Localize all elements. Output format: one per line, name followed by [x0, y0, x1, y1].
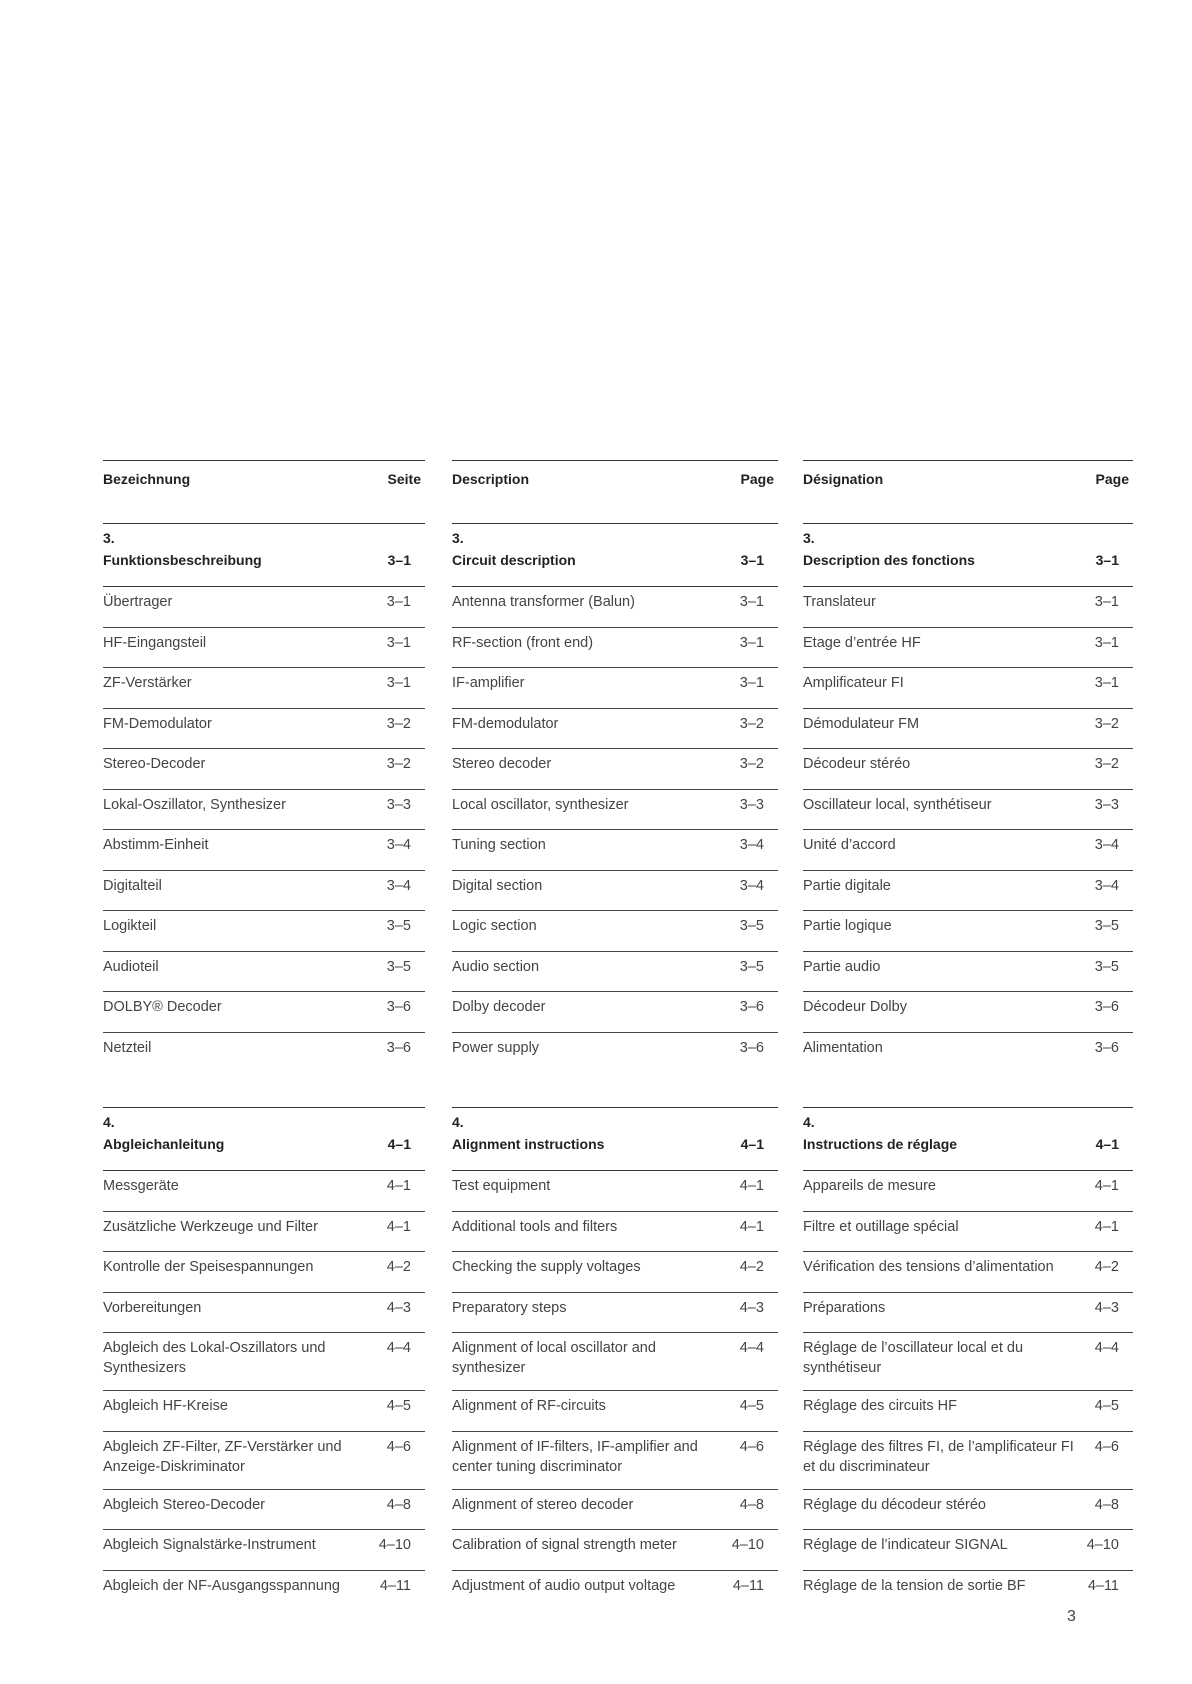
- section-number: 4.: [103, 1114, 115, 1130]
- section-number: 4.: [452, 1114, 464, 1130]
- toc-entry-page: 4–5: [386, 1398, 411, 1414]
- toc-entry-label: Abgleich Signalstärke-Instrument: [103, 1537, 316, 1553]
- toc-row: [803, 871, 1133, 912]
- toc-entry-page: 3–2: [1094, 715, 1119, 732]
- toc-row: [803, 1333, 1133, 1391]
- toc-entry-page: 3–2: [1094, 756, 1119, 772]
- toc-entry-page: 3–6: [386, 1039, 411, 1056]
- column-header: [803, 460, 1133, 523]
- toc-entry-label: Logikteil: [103, 918, 157, 934]
- toc-entry-label: Démodulateur FM: [803, 715, 920, 732]
- toc-entry-label: Preparatory steps: [452, 1299, 567, 1316]
- toc-entry-page: 3–5: [739, 958, 764, 975]
- column-french-section-4: [803, 1107, 1133, 1611]
- section-title: Circuit description: [452, 552, 576, 568]
- section-page: 3–1: [387, 552, 411, 568]
- section-4-list: [803, 1171, 1133, 1611]
- toc-entry-page: 3–1: [1094, 634, 1119, 651]
- toc-entry-label: Réglage du décodeur stéréo: [803, 1496, 986, 1513]
- toc-row: [452, 992, 778, 1033]
- toc-entry-label: IF-amplifier: [452, 675, 525, 691]
- toc-entry-label: Additional tools and filters: [452, 1218, 618, 1235]
- toc-row: [803, 1212, 1133, 1253]
- toc-entry-page: 4–4: [386, 1340, 411, 1356]
- toc-entry-page: 3–4: [386, 877, 411, 894]
- toc-entry-label: Abgleich ZF-Filter, ZF-Verstärker und Anzeige-Diskriminator: [103, 1438, 342, 1475]
- toc-row: [103, 668, 425, 709]
- toc-entry-page: 4–1: [739, 1218, 764, 1235]
- toc-row: [103, 1333, 425, 1391]
- toc-entry-label: Checking the supply voltages: [452, 1259, 641, 1275]
- column-header-page: Page: [740, 471, 774, 487]
- column-header-title: Bezeichnung: [103, 471, 191, 487]
- toc-entry-label: Lokal-Oszillator, Synthesizer: [103, 796, 286, 813]
- toc-row: [103, 952, 425, 993]
- toc-entry-page: 3–6: [1094, 1039, 1119, 1056]
- toc-entry-page: 4–4: [739, 1340, 764, 1356]
- toc-entry-label: HF-Eingangsteil: [103, 634, 207, 651]
- section-page: 3–1: [1095, 552, 1119, 568]
- toc-entry-label: Abgleich HF-Kreise: [103, 1398, 228, 1414]
- toc-entry-page: 4–6: [1094, 1438, 1119, 1455]
- toc-row: [803, 1293, 1133, 1334]
- toc-row: [452, 1212, 778, 1253]
- toc-row: [103, 628, 425, 669]
- toc-entry-label: Etage d’entrée HF: [803, 634, 921, 651]
- toc-row: [452, 1490, 778, 1531]
- toc-row: [452, 1571, 778, 1612]
- toc-entry-page: 3–6: [1094, 999, 1119, 1015]
- toc-entry-label: DOLBY® Decoder: [103, 999, 222, 1015]
- toc-entry-label: Alignment of stereo decoder: [452, 1496, 634, 1513]
- section-4-heading: [103, 1107, 425, 1171]
- toc-entry-label: Vorbereitungen: [103, 1299, 202, 1316]
- toc-entry-page: 3–5: [386, 918, 411, 934]
- section-4-heading: [452, 1107, 778, 1171]
- column-german-section-4: [103, 1107, 425, 1611]
- section-page: 3–1: [740, 552, 764, 568]
- toc-entry-page: 4–11: [1087, 1577, 1119, 1594]
- toc-entry-label: Dolby decoder: [452, 999, 546, 1015]
- toc-entry-label: Zusätzliche Werkzeuge und Filter: [103, 1218, 318, 1235]
- toc-entry-label: Abgleich Stereo-Decoder: [103, 1496, 266, 1513]
- toc-entry-page: 4–1: [1094, 1218, 1119, 1235]
- toc-entry-label: Alimentation: [803, 1039, 883, 1056]
- column-header-page: Page: [1095, 471, 1129, 487]
- section-title: Instructions de réglage: [803, 1136, 958, 1152]
- toc-entry-page: 3–1: [386, 594, 411, 610]
- toc-row: [452, 668, 778, 709]
- toc-entry-label: ZF-Verstärker: [103, 675, 192, 691]
- toc-row: [103, 830, 425, 871]
- toc-row: [803, 1252, 1133, 1293]
- toc-entry-label: Préparations: [803, 1299, 886, 1316]
- toc-entry-page: 4–11: [732, 1577, 764, 1594]
- toc-row: [452, 911, 778, 952]
- toc-entry-page: 3–5: [386, 958, 411, 975]
- toc-entry-label: Partie audio: [803, 958, 881, 975]
- toc-row: [103, 1033, 425, 1074]
- toc-entry-label: Alignment of local oscillator and synthesizer: [452, 1340, 656, 1376]
- toc-entry-page: 4–8: [1094, 1496, 1119, 1513]
- toc-entry-page: 4–10: [1086, 1537, 1119, 1553]
- toc-row: [103, 1171, 425, 1212]
- toc-row: [803, 668, 1133, 709]
- toc-entry-label: Amplificateur FI: [803, 675, 904, 691]
- toc-entry-label: FM-Demodulator: [103, 715, 212, 732]
- toc-row: [803, 952, 1133, 993]
- toc-row: [452, 1293, 778, 1334]
- toc-entry-page: 4–5: [739, 1398, 764, 1414]
- toc-entry-label: Abgleich der NF-Ausgangsspannung: [103, 1577, 340, 1594]
- section-title: Abgleichanleitung: [103, 1136, 225, 1152]
- toc-entry-page: 4–6: [739, 1438, 764, 1455]
- toc-entry-page: 4–8: [386, 1496, 411, 1513]
- column-german: [103, 460, 425, 1073]
- column-english: [452, 460, 778, 1073]
- toc-row: [103, 1571, 425, 1612]
- toc-entry-label: FM-demodulator: [452, 715, 559, 732]
- toc-entry-label: Abgleich des Lokal-Oszillators und Synthesizers: [103, 1340, 326, 1376]
- toc-entry-label: Local oscillator, synthesizer: [452, 796, 629, 813]
- toc-entry-label: Übertrager: [103, 594, 173, 610]
- section-page: 4–1: [387, 1136, 411, 1152]
- toc-entry-label: Unité d’accord: [803, 837, 896, 853]
- toc-row: [452, 587, 778, 628]
- toc-row: [452, 1333, 778, 1391]
- toc-entry-label: Stereo decoder: [452, 756, 552, 772]
- section-title: Funktionsbeschreibung: [103, 552, 262, 568]
- column-header-title: Description: [452, 471, 530, 487]
- toc-row: [803, 1530, 1133, 1571]
- toc-row: [803, 587, 1133, 628]
- toc-entry-page: 4–8: [739, 1496, 764, 1513]
- toc-row: [103, 1490, 425, 1531]
- toc-entry-page: 3–1: [386, 675, 411, 691]
- section-3-list: [803, 587, 1133, 1073]
- toc-row: [452, 1432, 778, 1490]
- toc-entry-page: 3–4: [386, 837, 411, 853]
- toc-entry-page: 3–6: [739, 1039, 764, 1056]
- section-4-heading: [803, 1107, 1133, 1171]
- toc-entry-page: 3–5: [1094, 918, 1119, 934]
- column-french: [803, 460, 1133, 1073]
- toc-entry-page: 3–1: [739, 594, 764, 610]
- column-header: [103, 460, 425, 523]
- toc-row: [803, 1490, 1133, 1531]
- toc-row: [803, 790, 1133, 831]
- toc-entry-page: 3–2: [386, 715, 411, 732]
- toc-entry-page: 4–5: [1094, 1398, 1119, 1414]
- toc-entry-label: Translateur: [803, 594, 876, 610]
- toc-entry-label: Décodeur Dolby: [803, 999, 907, 1015]
- column-english-section-4: [452, 1107, 778, 1611]
- toc-entry-page: 4–11: [379, 1577, 411, 1594]
- toc-entry-page: 3–1: [1094, 675, 1119, 691]
- toc-entry-page: 3–1: [739, 675, 764, 691]
- toc-row: [452, 830, 778, 871]
- toc-row: [803, 1432, 1133, 1490]
- column-header-page: Seite: [387, 471, 421, 487]
- toc-entry-page: 4–2: [739, 1259, 764, 1275]
- column-header-title: Désignation: [803, 471, 884, 487]
- section-number: 4.: [803, 1114, 815, 1130]
- toc-row: [103, 790, 425, 831]
- section-title: Alignment instructions: [452, 1136, 605, 1152]
- toc-row: [803, 830, 1133, 871]
- toc-entry-label: Alignment of RF-circuits: [452, 1398, 606, 1414]
- section-3-list: [452, 587, 778, 1073]
- toc-entry-label: Netzteil: [103, 1039, 152, 1056]
- toc-row: [803, 1171, 1133, 1212]
- toc-row: [803, 1571, 1133, 1612]
- toc-entry-label: Abstimm-Einheit: [103, 837, 209, 853]
- toc-entry-page: 4–1: [739, 1178, 764, 1194]
- toc-row: [103, 749, 425, 790]
- toc-entry-label: Partie digitale: [803, 877, 891, 894]
- section-page: 4–1: [740, 1136, 764, 1152]
- toc-entry-label: Audioteil: [103, 958, 159, 975]
- toc-entry-label: Digital section: [452, 877, 543, 894]
- toc-row: [452, 790, 778, 831]
- toc-entry-label: Réglage de l’oscillateur local et du synthétiseur: [803, 1340, 1024, 1376]
- toc-entry-label: Alignment of IF-filters, IF-amplifier and center tuning discriminator: [452, 1438, 698, 1475]
- toc-entry-page: 3–5: [739, 918, 764, 934]
- toc-entry-page: 3–4: [1094, 877, 1119, 894]
- toc-row: [803, 1033, 1133, 1074]
- toc-entry-label: RF-section (front end): [452, 634, 594, 651]
- toc-entry-label: Antenna transformer (Balun): [452, 594, 635, 610]
- toc-row: [103, 871, 425, 912]
- section-4-list: [103, 1171, 425, 1611]
- toc-row: [103, 1530, 425, 1571]
- toc-row: [103, 1212, 425, 1253]
- toc-entry-label: Réglage de la tension de sortie BF: [803, 1577, 1026, 1594]
- page-number: 3: [1067, 1608, 1076, 1625]
- toc-row: [452, 871, 778, 912]
- toc-entry-label: Décodeur stéréo: [803, 756, 911, 772]
- toc-entry-label: Oscillateur local, synthétiseur: [803, 796, 992, 813]
- toc-row: [452, 1391, 778, 1432]
- toc-entry-page: 4–1: [1094, 1178, 1119, 1194]
- toc-entry-label: Stereo-Decoder: [103, 756, 206, 772]
- toc-entry-label: Kontrolle der Speisespannungen: [103, 1259, 314, 1275]
- toc-entry-label: Vérification des tensions d’alimentation: [803, 1259, 1054, 1275]
- toc-entry-page: 3–3: [386, 796, 411, 813]
- toc-entry-label: Messgeräte: [103, 1178, 179, 1194]
- section-3-heading: [803, 523, 1133, 587]
- toc-row: [103, 1293, 425, 1334]
- toc-entry-label: Réglage des circuits HF: [803, 1398, 957, 1414]
- toc-entry-label: Tuning section: [452, 837, 546, 853]
- toc-entry-label: Réglage de l’indicateur SIGNAL: [803, 1537, 1008, 1553]
- toc-entry-page: 4–2: [1094, 1259, 1119, 1275]
- toc-row: [452, 1033, 778, 1074]
- toc-row: [452, 628, 778, 669]
- toc-entry-page: 3–3: [739, 796, 764, 813]
- toc-row: [103, 911, 425, 952]
- toc-row: [452, 952, 778, 993]
- toc-entry-page: 3–3: [1094, 796, 1119, 813]
- toc-row: [803, 628, 1133, 669]
- section-number: 3.: [803, 530, 815, 546]
- toc-entry-page: 4–3: [386, 1299, 411, 1316]
- toc-row: [103, 709, 425, 750]
- toc-entry-label: Logic section: [452, 918, 537, 934]
- section-page: 4–1: [1095, 1136, 1119, 1152]
- toc-entry-page: 3–1: [386, 634, 411, 651]
- toc-entry-page: 3–2: [739, 715, 764, 732]
- toc-entry-page: 4–3: [739, 1299, 764, 1316]
- toc-row: [452, 709, 778, 750]
- toc-row: [103, 992, 425, 1033]
- toc-entry-label: Test equipment: [452, 1178, 551, 1194]
- toc-row: [803, 911, 1133, 952]
- toc-entry-page: 3–1: [1094, 594, 1119, 610]
- toc-row: [803, 1391, 1133, 1432]
- toc-entry-label: Calibration of signal strength meter: [452, 1537, 677, 1553]
- section-3-list: [103, 587, 425, 1073]
- toc-entry-label: Digitalteil: [103, 877, 162, 894]
- toc-entry-page: 4–6: [386, 1438, 411, 1455]
- toc-row: [803, 749, 1133, 790]
- toc-entry-page: 3–6: [386, 999, 411, 1015]
- toc-entry-label: Appareils de mesure: [803, 1178, 936, 1194]
- toc-row: [103, 1252, 425, 1293]
- toc-entry-page: 3–4: [1094, 837, 1119, 853]
- section-number: 3.: [103, 530, 115, 546]
- section-title: Description des fonctions: [803, 552, 975, 568]
- toc-entry-page: 4–10: [731, 1537, 764, 1553]
- toc-entry-page: 3–2: [739, 756, 764, 772]
- column-header: [452, 460, 778, 523]
- toc-entry-page: 3–2: [386, 756, 411, 772]
- section-number: 3.: [452, 530, 464, 546]
- toc-entry-label: Réglage des filtres FI, de l’amplificateur FI et du discriminateur: [803, 1438, 1074, 1475]
- section-3-heading: [103, 523, 425, 587]
- toc-row: [103, 587, 425, 628]
- toc-row: [452, 1252, 778, 1293]
- toc-entry-page: 4–3: [1094, 1299, 1119, 1316]
- toc-entry-label: Partie logique: [803, 918, 892, 934]
- toc-row: [803, 992, 1133, 1033]
- toc-entry-label: Power supply: [452, 1039, 540, 1056]
- toc-row: [103, 1432, 425, 1490]
- section-4-list: [452, 1171, 778, 1611]
- toc-row: [103, 1391, 425, 1432]
- toc-row: [803, 709, 1133, 750]
- toc-entry-page: 4–1: [386, 1178, 411, 1194]
- toc-entry-page: 4–10: [378, 1537, 411, 1553]
- toc-row: [452, 1171, 778, 1212]
- toc-entry-page: 3–5: [1094, 958, 1119, 975]
- section-3-heading: [452, 523, 778, 587]
- toc-entry-page: 4–4: [1094, 1340, 1119, 1356]
- toc-entry-label: Filtre et outillage spécial: [803, 1218, 959, 1235]
- toc-entry-page: 3–4: [739, 877, 764, 894]
- toc-entry-label: Adjustment of audio output voltage: [452, 1577, 676, 1594]
- toc-entry-page: 3–6: [739, 999, 764, 1015]
- toc-entry-label: Audio section: [452, 958, 540, 975]
- toc-row: [452, 749, 778, 790]
- toc-entry-page: 3–1: [739, 634, 764, 651]
- toc-entry-page: 4–1: [386, 1218, 411, 1235]
- toc-entry-page: 3–4: [739, 837, 764, 853]
- toc-row: [452, 1530, 778, 1571]
- toc-entry-page: 4–2: [386, 1259, 411, 1275]
